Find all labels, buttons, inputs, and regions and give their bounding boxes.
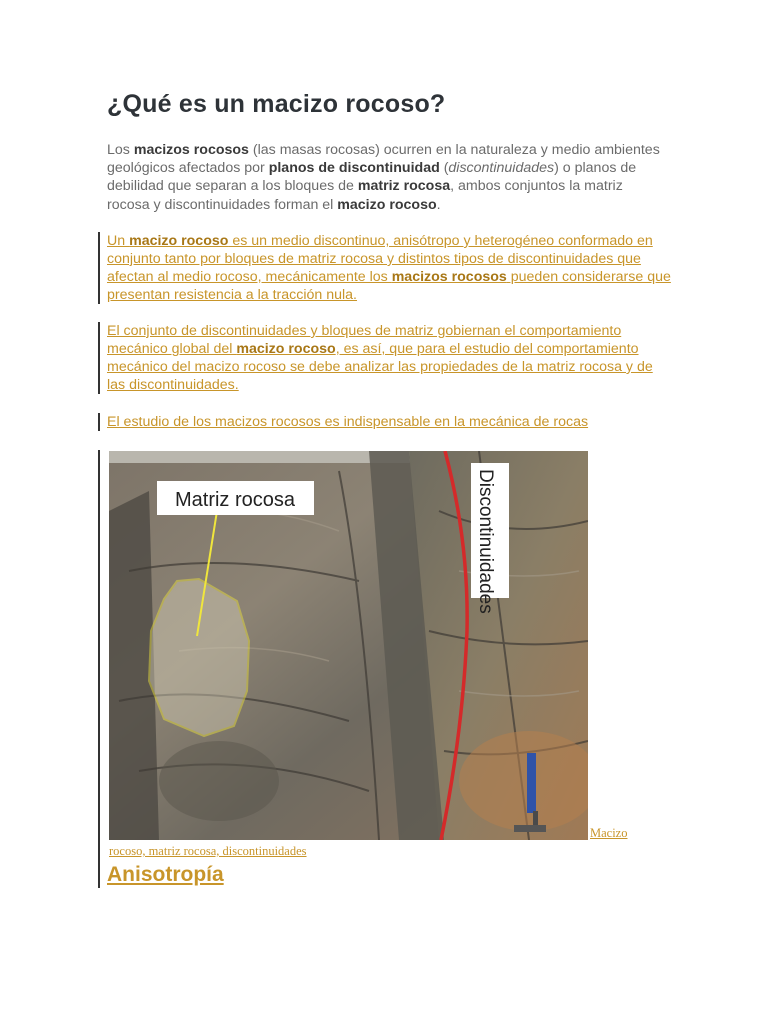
intro-text: (las masas rocosas) ocurren en la naturaleza y medio ambientes geológicos afectados por [107, 142, 660, 177]
intro-text: ( [439, 160, 449, 177]
matrix-label: Matriz rocosa [174, 489, 296, 511]
quote-study [98, 413, 672, 431]
quote-behaviour [98, 322, 672, 394]
intro-bold-term: macizo rocoso [337, 196, 437, 213]
intro-paragraph [107, 141, 667, 214]
discontinuities-label: Discontinuidades [475, 469, 496, 614]
hammer-head [514, 825, 546, 832]
section-heading-anisotropia[interactable]: Anisotropía [107, 863, 224, 886]
rock-mass-illustration [109, 451, 588, 840]
hammer-handle [527, 753, 536, 813]
intro-bold-term: matriz rocosa [357, 178, 451, 195]
intro-bold-term: planos de discontinuidad [268, 160, 440, 177]
quote-text: , es así, que para el estudio del comportamiento mecánico del macizo rocoso se debe analizar las propiedades de la matriz rocosa y de las discontinuidades. [107, 341, 653, 393]
quote-link-study[interactable]: El estudio de los macizos rocosos es indispensable en la mecánica de rocas [107, 414, 589, 430]
intro-bold-term: macizos rocosos [133, 142, 249, 158]
page-title: ¿Qué es un macizo rocoso? [107, 90, 446, 118]
quote-text: Un [107, 233, 130, 249]
rock-mass-photo[interactable] [109, 451, 588, 840]
intro-italic-term: discontinuidades [448, 160, 555, 177]
section-heading-block [98, 862, 224, 888]
quote-link-behaviour[interactable] [107, 322, 672, 394]
quote-link-definition[interactable] [107, 232, 672, 304]
quote-text: El conjunto de discontinuidades y bloques de matriz gobiernan el comportamiento mecánico global del [107, 323, 622, 357]
quote-text: es un medio discontinuo, anisótropo y heterogéneo conformado en conjunto tanto por bloques de matriz rocosa y distintos tipos de discontinuidades que afectan al medio rocoso, mecánicamente los [107, 233, 653, 285]
intro-text: , ambos conjuntos la matriz rocosa y discontinuidades forman el [107, 178, 623, 213]
quote-bold-term: macizo rocoso [236, 341, 336, 357]
intro-text: . [436, 196, 441, 213]
quote-definition [98, 232, 672, 304]
intro-text: ) o planos de debilidad que separan a los bloques de [107, 160, 637, 195]
figure-block [98, 450, 660, 862]
figure-caption-link[interactable]: Macizo [590, 826, 628, 840]
quote-bold-term: macizos rocosos [391, 269, 507, 285]
intro-text: Los [107, 142, 134, 158]
quote-text: pueden considerarse que presentan resistencia a la tracción nula. [107, 269, 671, 303]
figure-caption-link-continued[interactable]: rocoso, matriz rocosa, discontinuidades [109, 844, 307, 858]
quote-bold-term: macizo rocoso [129, 233, 229, 249]
